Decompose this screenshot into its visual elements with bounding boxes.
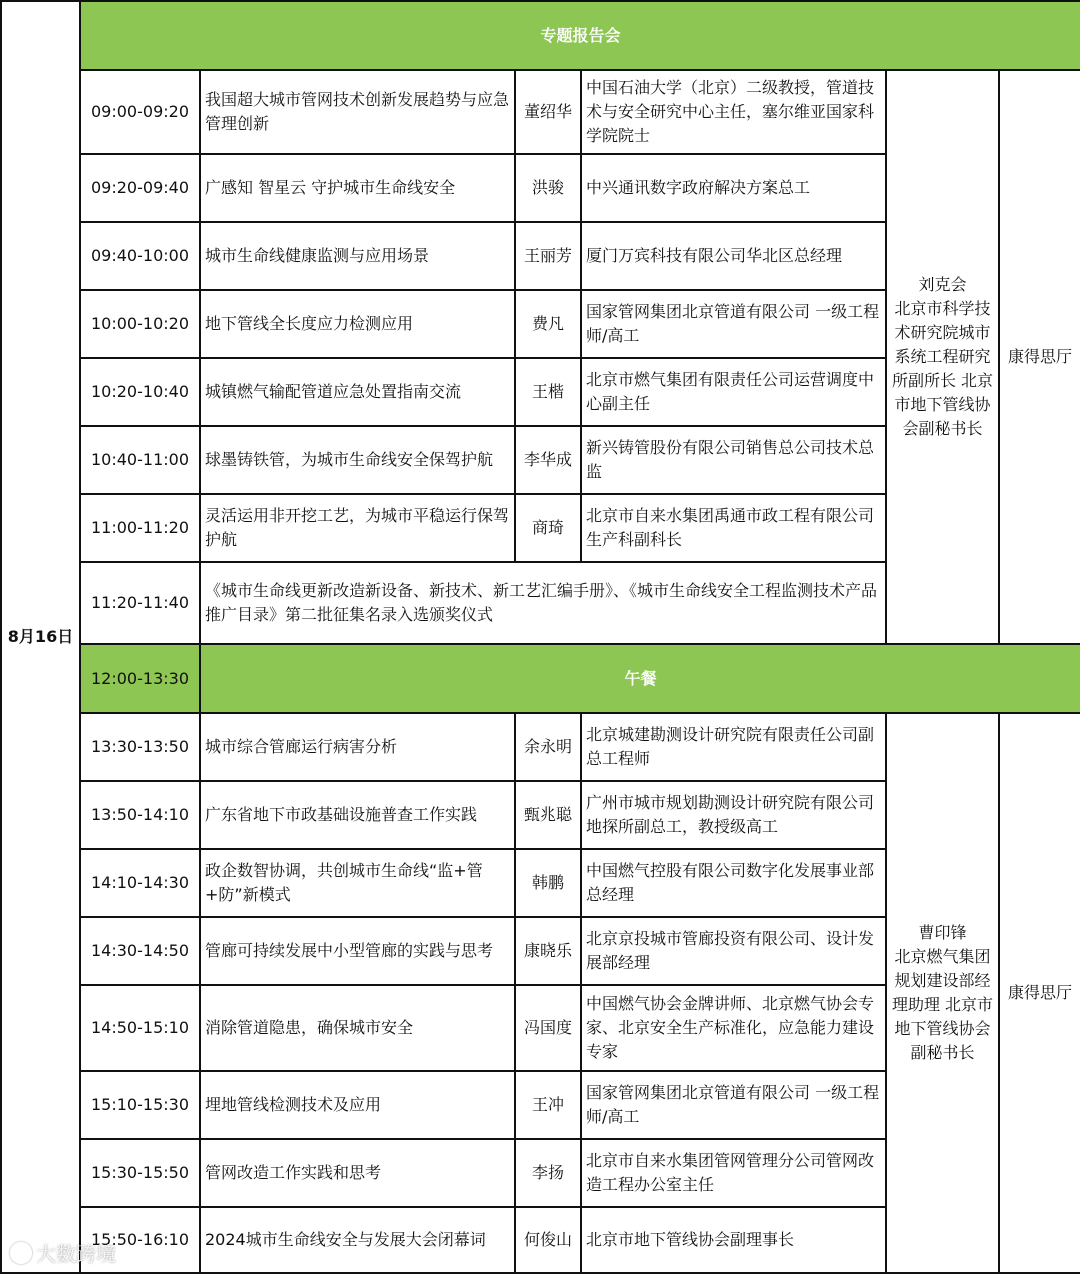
talk-speaker: 王楷	[515, 358, 581, 426]
talk-speaker: 董绍华	[515, 70, 581, 154]
watermark-text: 大数跨境	[36, 1242, 116, 1266]
talk-affiliation: 国家管网集团北京管道有限公司 一级工程师/高工	[581, 1071, 886, 1139]
talk-title: 消除管道隐患，确保城市安全	[200, 985, 515, 1071]
talk-speaker: 甄兆聪	[515, 781, 581, 849]
talk-speaker: 韩鹏	[515, 849, 581, 917]
talk-affiliation: 北京京投城市管廊投资有限公司、设计发展部经理	[581, 917, 886, 985]
ceremony-title: 《城市生命线更新改造新设备、新技术、新工艺汇编手册》、《城市生命线安全工程监测技术产品推广目录》第二批征集名录入选颁奖仪式	[200, 562, 886, 644]
talk-speaker: 费凡	[515, 290, 581, 358]
watermark	[10, 1238, 116, 1267]
talk-time: 10:40-11:00	[80, 426, 200, 494]
date-cell: 8月16日	[1, 1, 80, 1273]
host-cell-afternoon	[886, 713, 999, 1273]
talk-affiliation: 新兴铸管股份有限公司销售总公司技术总监	[581, 426, 886, 494]
talk-affiliation: 广州市城市规划勘测设计研究院有限公司地探所副总工，教授级高工	[581, 781, 886, 849]
talk-title: 管网改造工作实践和思考	[200, 1139, 515, 1207]
talk-affiliation: 北京市自来水集团管网管理分公司管网改造工程办公室主任	[581, 1139, 886, 1207]
host-cell-morning	[886, 70, 999, 644]
talk-time: 14:50-15:10	[80, 985, 200, 1071]
venue-cell-afternoon: 康得思厅	[999, 713, 1080, 1273]
venue-cell-morning: 康得思厅	[999, 70, 1080, 644]
talk-title: 政企数智协调，共创城市生命线“监+管+防”新模式	[200, 849, 515, 917]
talk-speaker: 李华成	[515, 426, 581, 494]
talk-time: 14:10-14:30	[80, 849, 200, 917]
talk-speaker: 康晓乐	[515, 917, 581, 985]
talk-title: 广东省地下市政基础设施普查工作实践	[200, 781, 515, 849]
talk-time: 15:30-15:50	[80, 1139, 200, 1207]
ceremony-time: 11:20-11:40	[80, 562, 200, 644]
talk-title: 管廊可持续发展中小型管廊的实践与思考	[200, 917, 515, 985]
talk-affiliation: 中国燃气协会金牌讲师、北京燃气协会专家、北京安全生产标准化，应急能力建设专家	[581, 985, 886, 1071]
talk-affiliation: 中兴通讯数字政府解决方案总工	[581, 154, 886, 222]
talk-time: 09:00-09:20	[80, 70, 200, 154]
talk-time: 15:50-16:10	[80, 1207, 200, 1273]
talk-affiliation: 北京市自来水集团禹通市政工程有限公司生产科副科长	[581, 494, 886, 562]
talk-speaker: 冯国度	[515, 985, 581, 1071]
talk-affiliation: 北京市燃气集团有限责任公司运营调度中心副主任	[581, 358, 886, 426]
talk-title: 球墨铸铁管，为城市生命线安全保驾护航	[200, 426, 515, 494]
talk-time: 13:50-14:10	[80, 781, 200, 849]
section-title-morning: 专题报告会	[80, 1, 1080, 70]
talk-time: 09:40-10:00	[80, 222, 200, 290]
talk-time: 15:10-15:30	[80, 1071, 200, 1139]
talk-time: 13:30-13:50	[80, 713, 200, 781]
lunch-label: 午餐	[200, 644, 1080, 713]
talk-title: 城市综合管廊运行病害分析	[200, 713, 515, 781]
talk-title: 灵活运用非开挖工艺，为城市平稳运行保驾护航	[200, 494, 515, 562]
talk-title: 埋地管线检测技术及应用	[200, 1071, 515, 1139]
talk-time: 14:30-14:50	[80, 917, 200, 985]
talk-time: 10:00-10:20	[80, 290, 200, 358]
talk-time: 09:20-09:40	[80, 154, 200, 222]
watermark-logo-icon	[10, 1242, 32, 1264]
talk-speaker: 余永明	[515, 713, 581, 781]
talk-title: 城市生命线健康监测与应用场景	[200, 222, 515, 290]
talk-title: 我国超大城市管网技术创新发展趋势与应急管理创新	[200, 70, 515, 154]
talk-affiliation: 中国石油大学（北京）二级教授，管道技术与安全研究中心主任，塞尔维亚国家科学院院士	[581, 70, 886, 154]
talk-time: 10:20-10:40	[80, 358, 200, 426]
talk-title: 地下管线全长度应力检测应用	[200, 290, 515, 358]
talk-title: 2024城市生命线安全与发展大会闭幕词	[200, 1207, 515, 1273]
talk-speaker: 王冲	[515, 1071, 581, 1139]
talk-title: 城镇燃气输配管道应急处置指南交流	[200, 358, 515, 426]
talk-affiliation: 北京市地下管线协会副理事长	[581, 1207, 886, 1273]
talk-speaker: 商琦	[515, 494, 581, 562]
talk-affiliation: 中国燃气控股有限公司数字化发展事业部总经理	[581, 849, 886, 917]
talk-affiliation: 厦门万宾科技有限公司华北区总经理	[581, 222, 886, 290]
talk-affiliation: 国家管网集团北京管道有限公司 一级工程师/高工	[581, 290, 886, 358]
lunch-time: 12:00-13:30	[80, 644, 200, 713]
talk-time: 11:00-11:20	[80, 494, 200, 562]
host-text: 曹印锋 北京燃气集团规划建设部经理助理 北京市地下管线协会副秘书长	[891, 923, 994, 1062]
talk-speaker: 王丽芳	[515, 222, 581, 290]
talk-speaker: 洪骏	[515, 154, 581, 222]
talk-title: 广感知 智星云 守护城市生命线安全	[200, 154, 515, 222]
talk-speaker: 李扬	[515, 1139, 581, 1207]
talk-affiliation: 北京城建勘测设计研究院有限责任公司副总工程师	[581, 713, 886, 781]
talk-speaker: 何俊山	[515, 1207, 581, 1273]
host-text: 刘克会 北京市科学技术研究院城市系统工程研究所副所长 北京市地下管线协会副秘书长	[891, 275, 994, 438]
